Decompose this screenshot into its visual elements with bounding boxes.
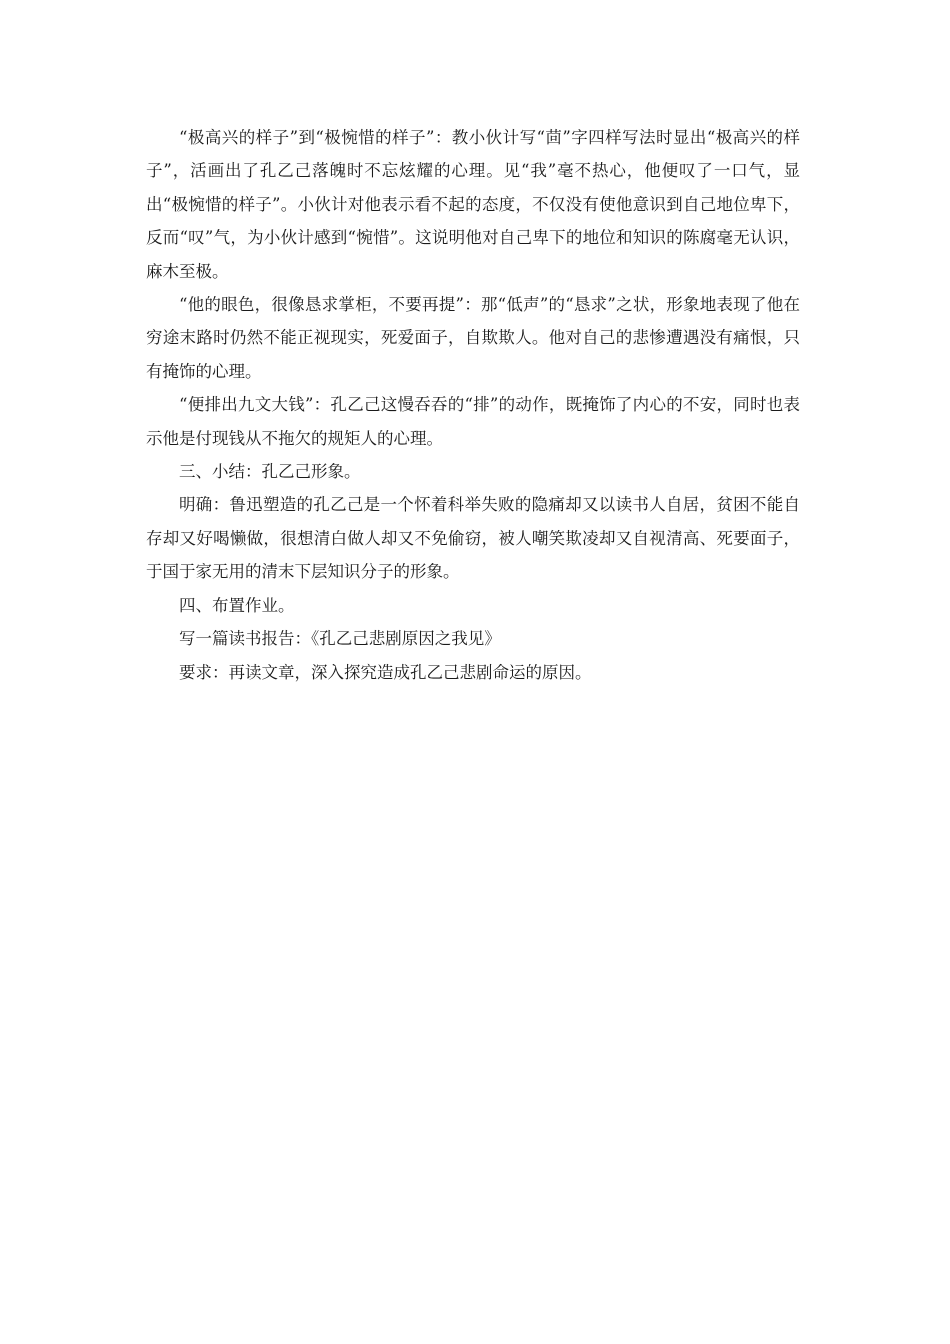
section-heading-summary: 三、小结：孔乙己形象。 xyxy=(179,462,361,482)
paragraph-summary-statement: 明确：鲁迅塑造的孔乙己是一个怀着科举失败的隐痛却又以读书人自居，贫困不能自存却又好喝懒做，很想清白做人却又不免偷窃，被人嘲笑欺凌却又自视清高、死要面子，于国于家无用的清末下层知识分子的形象。 xyxy=(146,495,800,582)
paragraph-homework-task: 写一篇读书报告：《孔乙己悲剧原因之我见》 xyxy=(179,629,501,649)
document-body xyxy=(146,121,800,689)
paragraph-expression-analysis: “极高兴的样子”到“极惋惜的样子”：教小伙计写“茴”字四样写法时显出“极高兴的样子”，活画出了孔乙己落魄时不忘炫耀的心理。见“我”毫不热心，他便叹了一口气，显出“极惋惜的样子”。小伙计对他表示看不起的态度，不仅没有使他意识到自己地位卑下，反而“叹”气，为小伙计感到“惋惜”。这说明他对自己卑下的地位和知识的陈腐毫无认识，麻木至极。 xyxy=(146,128,800,281)
paragraph-eye-expression-analysis: “他的眼色，很像恳求掌柜，不要再提”：那“低声”的“恳求”之状，形象地表现了他在穷途末路时仍然不能正视现实，死爱面子，自欺欺人。他对自己的悲惨遭遇没有痛恨，只有掩饰的心理。 xyxy=(146,295,800,381)
paragraph-homework-requirement: 要求：再读文章，深入探究造成孔乙己悲剧命运的原因。 xyxy=(179,662,592,682)
section-heading-homework: 四、布置作业。 xyxy=(179,595,295,615)
paragraph-coins-analysis: “便排出九文大钱”：孔乙己这慢吞吞的“排”的动作，既掩饰了内心的不安，同时也表示他是付现钱从不拖欠的规矩人的心理。 xyxy=(146,395,800,448)
